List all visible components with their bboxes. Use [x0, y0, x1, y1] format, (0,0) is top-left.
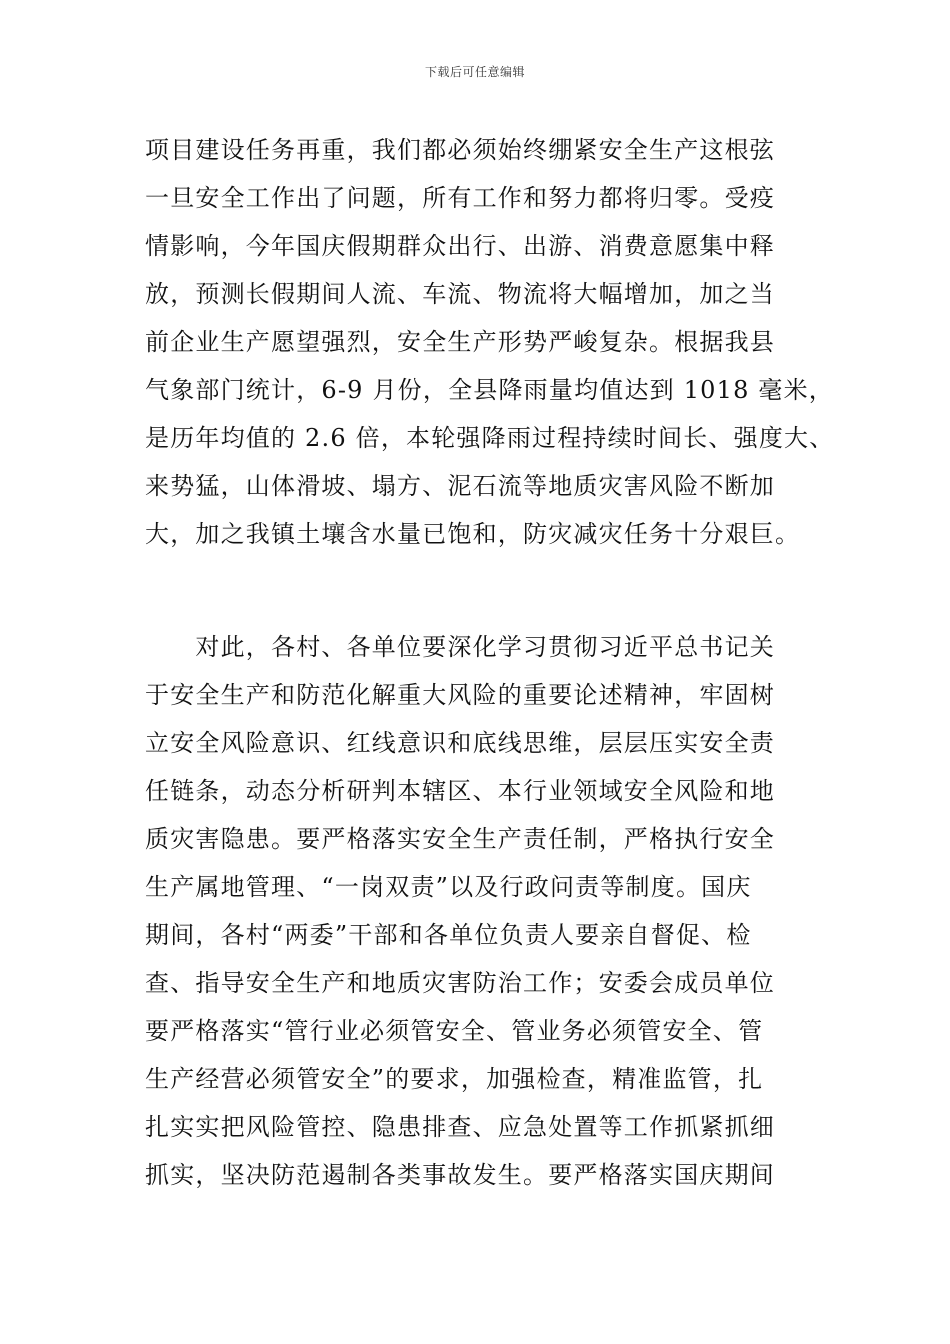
paragraph-line: 要严格落实“管行业必须管安全、管业务必须管安全、管 [145, 1017, 764, 1045]
paragraph-line: 气象部门统计，6-9 月份，全县降雨量均值达到 1018 毫米， [145, 376, 835, 404]
paragraph-line: 放，预测长假期间人流、车流、物流将大幅增加，加之当 [145, 280, 775, 308]
paragraph-line: 前企业生产愿望强烈，安全生产形势严峻复杂。根据我县 [145, 328, 775, 356]
paragraph-line: 一旦安全工作出了问题，所有工作和努力都将归零。受疫 [145, 184, 775, 212]
paragraph-line: 查、指导安全生产和地质灾害防治工作；安委会成员单位 [145, 969, 775, 997]
paragraph-line: 是历年均值的 2.6 倍，本轮强降雨过程持续时间长、强度大、 [145, 424, 835, 452]
paragraph-line: 立安全风险意识、红线意识和底线思维，层层压实安全责 [145, 729, 775, 757]
paragraph-line: 任链条，动态分析研判本辖区、本行业领域安全风险和地 [145, 777, 775, 805]
paragraph-line: 来势猛，山体滑坡、塌方、泥石流等地质灾害风险不断加 [145, 472, 775, 500]
paragraph-line: 期间，各村“两委”干部和各单位负责人要亲自督促、检 [145, 921, 752, 949]
paragraph-line: 生产属地管理、“一岗双责”以及行政问责等制度。国庆 [145, 873, 752, 901]
paragraph-line: 生产经营必须管安全”的要求，加强检查，精准监管，扎 [145, 1065, 764, 1093]
paragraph-line: 项目建设任务再重，我们都必须始终绷紧安全生产这根弦 [145, 136, 775, 164]
paragraph-line: 扎实实把风险管控、隐患排查、应急处置等工作抓紧抓细 [145, 1113, 775, 1141]
paragraph-2 [145, 623, 825, 1199]
paragraph-1 [145, 126, 835, 558]
paragraph-line: 大，加之我镇土壤含水量已饱和，防灾减灾任务十分艰巨。 [145, 520, 801, 548]
paragraph-line: 对此，各村、各单位要深化学习贯彻习近平总书记关 [145, 633, 775, 661]
paragraph-line: 情影响，今年国庆假期群众出行、出游、消费意愿集中释 [145, 232, 775, 260]
paragraph-line: 于安全生产和防范化解重大风险的重要论述精神，牢固树 [145, 681, 775, 709]
page-header-note: 下载后可任意编辑 [424, 65, 525, 79]
paragraph-line: 质灾害隐患。要严格落实安全生产责任制，严格执行安全 [145, 825, 775, 853]
paragraph-line: 抓实，坚决防范遏制各类事故发生。要严格落实国庆期间 [145, 1161, 775, 1189]
